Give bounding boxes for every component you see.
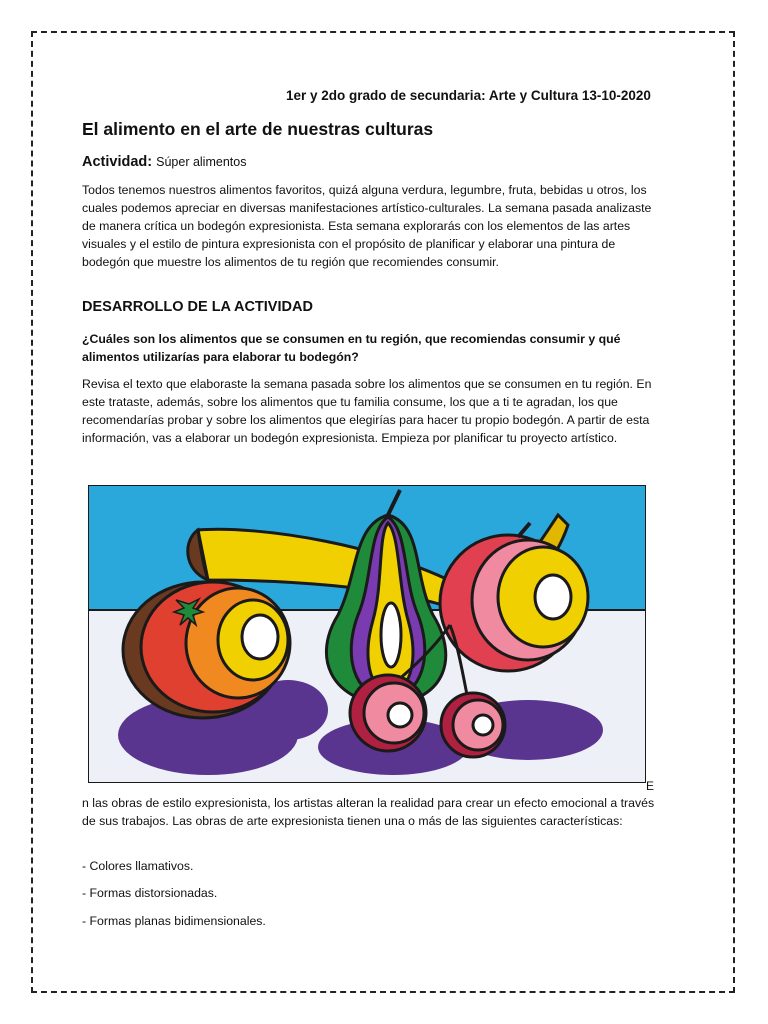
intro-paragraph: Todos tenemos nuestros alimentos favoritos, quizá alguna verdura, legumbre, fruta, bebidas u otros, los cuales podemos apreciar en diversas manifestaciones artístico-culturales. La semana pasada analizaste de manera crítica un bodegón expresionista. Esta semana explorarás con los elementos de las artes visuales y el estilo de pintura expresionista con el propósito de planificar y elaborar una pintura de bodegón que muestre los alimentos de tu región que recomiendes consumir. <box>82 183 652 269</box>
bullet-item: - Formas planas bidimensionales. <box>82 914 266 928</box>
instructions-paragraph: Revisa el texto que elaboraste la semana pasada sobre los alimentos que se consumen en tu región. En este trataste, además, sobre los alimentos que tu familia consume, los que a ti te agradan, los que recomendarías probar y sobre los alimentos que elegirías para hacer tu propio bodegón. A partir de esta información, vas a elaborar un bodegón expresionista. Empieza por planificar tu proyecto artístico. <box>82 377 652 445</box>
activity-value: Súper alimentos <box>156 155 247 169</box>
activity-label: Actividad: <box>82 154 153 170</box>
figure-trailing-letter: E <box>646 779 655 793</box>
bullet-item: - Colores llamativos. <box>82 859 194 873</box>
question-text: ¿Cuáles son los alimentos que se consumen en tu región, que recomiendas consumir y qué alimentos utilizarías para elaborar tu bodegón? <box>82 332 621 364</box>
expressionism-paragraph: n las obras de estilo expresionista, los artistas alteran la realidad para crear un efecto emocional a través de sus trabajos. Las obras de arte expresionista tienen una o más de las siguientes características: <box>82 796 655 828</box>
still-life-illustration <box>88 485 646 783</box>
section-heading: DESARROLLO DE LA ACTIVIDAD <box>82 299 313 315</box>
page-title: El alimento en el arte de nuestras culturas <box>82 119 434 139</box>
header-line: 1er y 2do grado de secundaria: Arte y Cultura 13-10-2020 <box>286 88 651 103</box>
bullet-item: - Formas distorsionadas. <box>82 886 218 900</box>
activity-line <box>82 154 246 170</box>
